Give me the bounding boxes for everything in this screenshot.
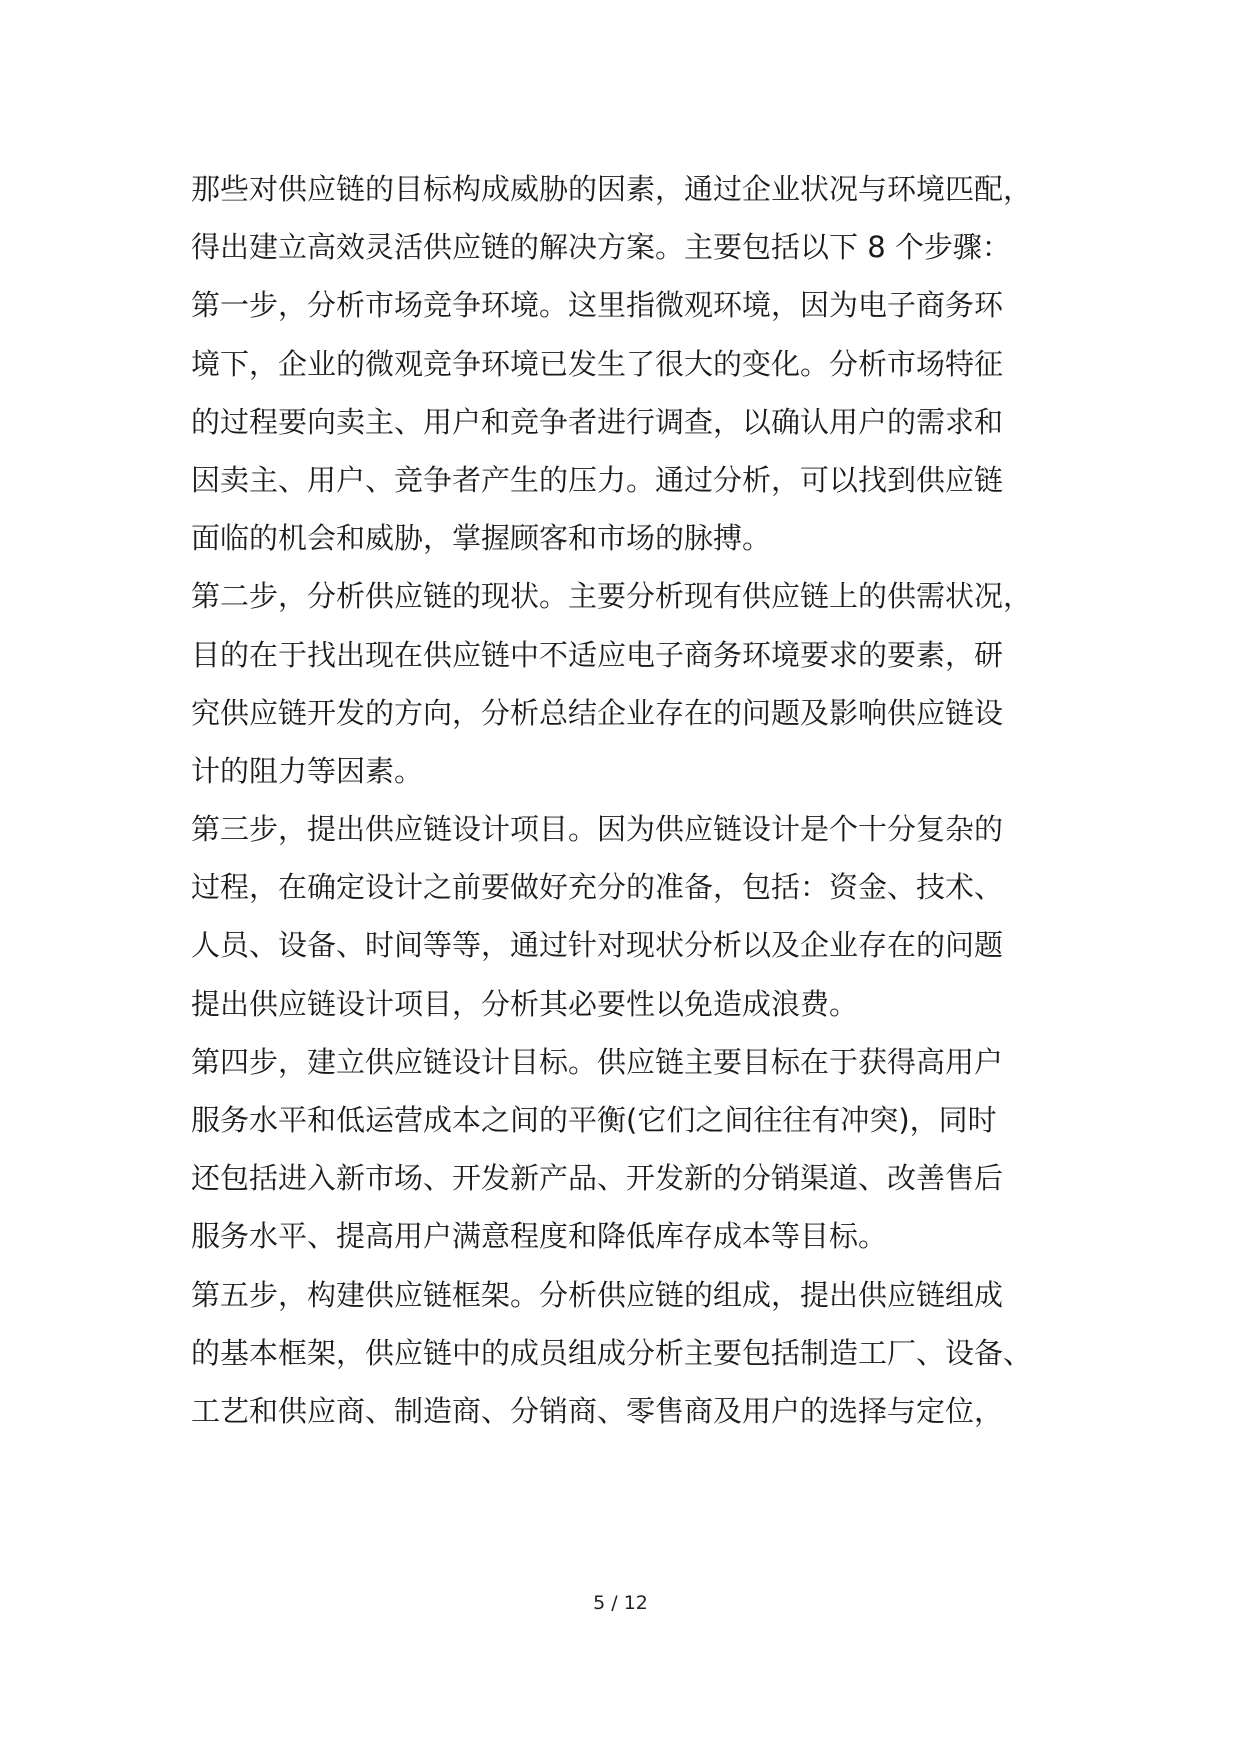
text-line: 的基本框架，供应链中的成员组成分析主要包括制造工厂、设备、 xyxy=(191,1335,1033,1370)
text-line: 因卖主、用户、竞争者产生的压力。通过分析，可以找到供应链 xyxy=(191,462,1004,497)
text-line: 得出建立高效灵活供应链的解决方案。主要包括以下 8 个步骤： xyxy=(191,230,1011,265)
text-line: 过程，在确定设计之前要做好充分的准备，包括：资金、技术、 xyxy=(191,870,1004,905)
text-line: 第一步，分析市场竞争环境。这里指微观环境，因为电子商务环 xyxy=(191,288,1004,323)
text-line: 那些对供应链的目标构成威胁的因素，通过企业状况与环境匹配， xyxy=(191,172,1033,206)
text-line: 目的在于找出现在供应链中不适应电子商务环境要求的要素，研 xyxy=(191,637,1004,672)
page-number: 5 / 12 xyxy=(593,1592,648,1614)
text-line: 服务水平和低运营成本之间的平衡(它们之间往往有冲突)，同时 xyxy=(191,1103,997,1137)
text-line: 境下，企业的微观竞争环境已发生了很大的变化。分析市场特征 xyxy=(191,346,1004,381)
body-text xyxy=(191,160,1091,1440)
text-line: 工艺和供应商、制造商、分销商、零售商及用户的选择与定位， xyxy=(191,1393,1004,1428)
text-line: 第五步，构建供应链框架。分析供应链的组成，提出供应链组成 xyxy=(191,1277,1004,1312)
text-line: 面临的机会和威胁，掌握顾客和市场的脉搏。 xyxy=(191,521,772,556)
text-line: 提出供应链设计项目，分析其必要性以免造成浪费。 xyxy=(191,986,859,1021)
text-line: 究供应链开发的方向，分析总结企业存在的问题及影响供应链设 xyxy=(191,695,1004,730)
text-line: 第三步，提出供应链设计项目。因为供应链设计是个十分复杂的 xyxy=(191,812,1004,847)
text-line: 计的阻力等因素。 xyxy=(191,753,424,788)
text-line: 还包括进入新市场、开发新产品、开发新的分销渠道、改善售后 xyxy=(191,1161,1004,1196)
text-line: 人员、设备、时间等等，通过针对现状分析以及企业存在的问题 xyxy=(191,928,1004,963)
text-line: 的过程要向卖主、用户和竞争者进行调查，以确认用户的需求和 xyxy=(191,404,1004,439)
text-line: 第二步，分析供应链的现状。主要分析现有供应链上的供需状况， xyxy=(191,579,1033,614)
text-line: 服务水平、提高用户满意程度和降低库存成本等目标。 xyxy=(191,1219,888,1254)
text-line: 第四步，建立供应链设计目标。供应链主要目标在于获得高用户 xyxy=(191,1044,1004,1079)
